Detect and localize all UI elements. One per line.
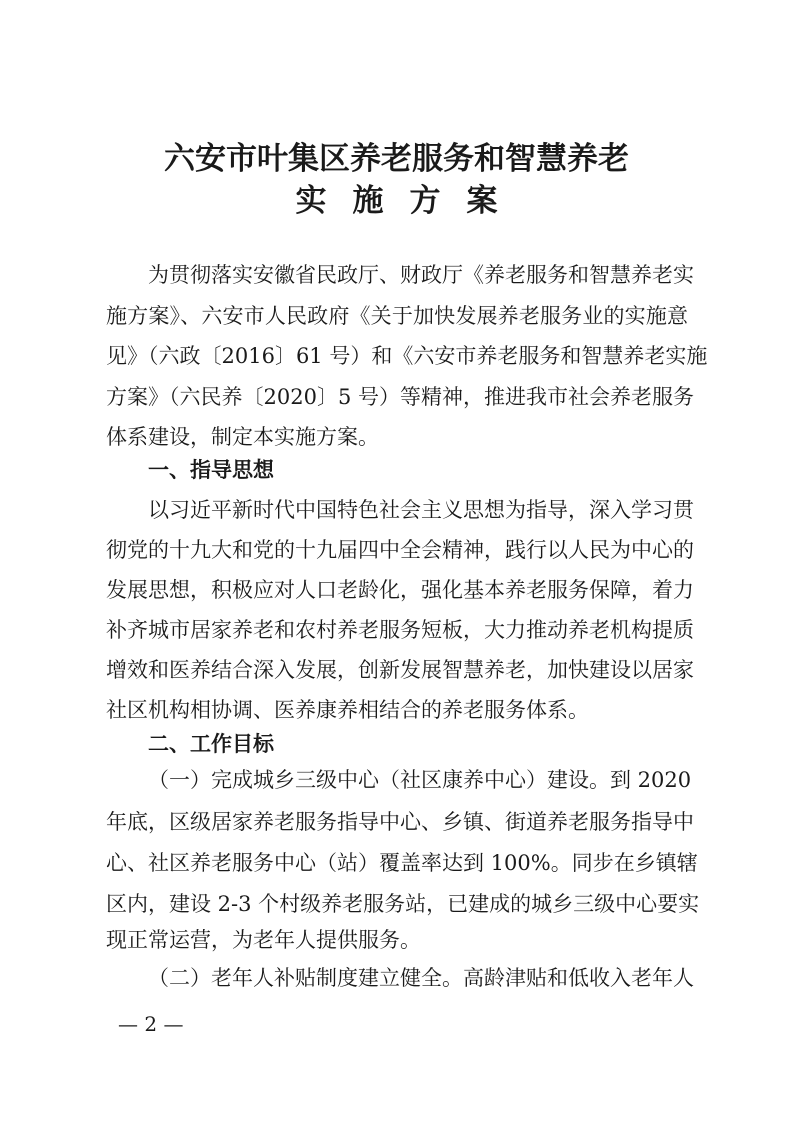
intro-line: 体系建设，制定本实施方案。 [106,425,379,449]
intro-line: 施方案》、六安市人民政府《关于加快发展养老服务业的实施意 [106,304,688,328]
section1-line: 增效和医养结合深入发展，创新发展智慧养老，加快建设以居家 [106,658,694,682]
document-title-line1: 六安市叶集区养老服务和智慧养老 [164,141,629,177]
section1-line: 社区机构相协调、医养康养相结合的养老服务体系。 [106,698,589,722]
goal1-line: 年底，区级居家养老服务指导中心、乡镇、街道养老服务指导中 [106,810,694,834]
intro-line: 见》（六政〔2016〕61 号）和《六安市养老服务和智慧养老实施 [106,344,708,368]
section1-line: 彻党的十九大和党的十九届四中全会精神，践行以人民为中心的 [106,538,694,562]
section1-line: 发展思想，积极应对人口老龄化，强化基本养老服务保障，着力 [106,578,694,602]
intro-line: 为贯彻落实安徽省民政厅、财政厅《养老服务和智慧养老实 [148,263,694,287]
goal2-line: （二）老年人补贴制度建立健全。高龄津贴和低收入老年人 [148,966,694,990]
intro-line: 方案》（六民养〔2020〕5 号）等精神，推进我市社会养老服务 [106,385,694,409]
goal1-line: 心、社区养老服务中心（站）覆盖率达到 100%。同步在乡镇辖 [106,851,698,875]
page-number: — 2 — [118,1012,184,1036]
section1-line: 以习近平新时代中国特色社会主义思想为指导，深入学习贯 [148,498,694,522]
goal1-line: 区内，建设 2-3 个村级养老服务站，已建成的城乡三级中心要实 [106,892,700,916]
document-title-line2: 实施方案 [295,183,524,219]
section2-heading: 二、工作目标 [148,732,274,756]
goal1-line: （一）完成城乡三级中心（社区康养中心）建设。到 2020 [148,768,692,792]
section1-heading: 一、指导思想 [148,458,274,482]
section1-line: 补齐城市居家养老和农村养老服务短板，大力推动养老机构提质 [106,618,694,642]
goal1-line: 现正常运营，为老年人提供服务。 [106,928,421,952]
